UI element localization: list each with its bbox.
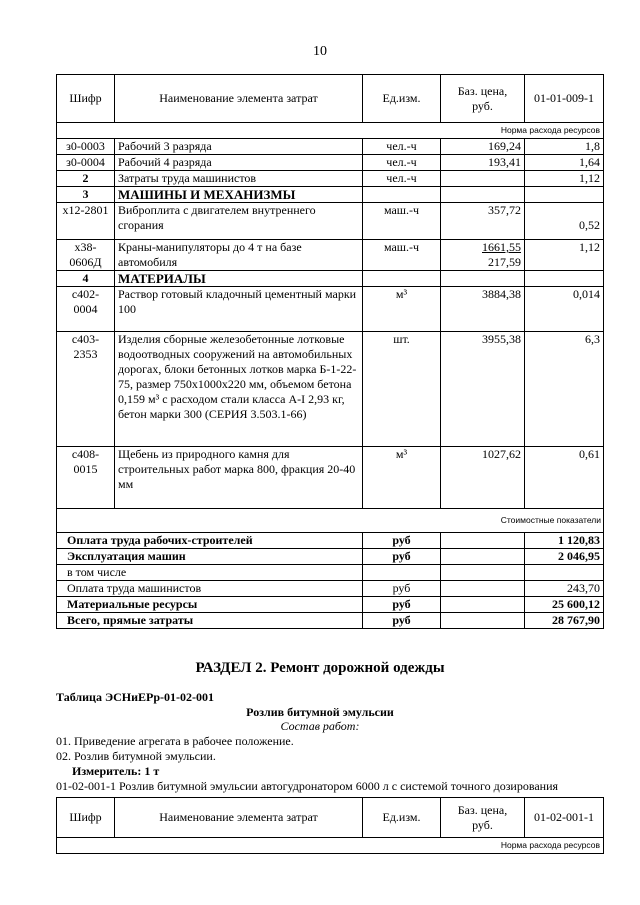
summary-row	[57, 581, 604, 597]
row-qty: 1,12	[525, 171, 604, 187]
row-unit: чел.-ч	[363, 155, 441, 171]
empty-cell	[441, 187, 525, 203]
cost-label-row	[57, 509, 604, 533]
norm-row	[57, 838, 604, 854]
summary-row	[57, 613, 604, 629]
summary-unit: руб	[363, 613, 441, 629]
empty-cell	[441, 271, 525, 287]
resource-table-2	[56, 797, 604, 854]
row-name: Щебень из природного камня для строительных работ марка 800, фракция 20-40 мм	[115, 447, 363, 509]
header-price	[441, 798, 525, 838]
summary-name: Эксплуатация машин	[57, 549, 363, 565]
header-price-line2: руб.	[472, 817, 493, 832]
empty-cell	[441, 549, 525, 565]
summary-name: Оплата труда рабочих-строителей	[57, 533, 363, 549]
row-unit: м³	[363, 287, 441, 332]
row-unit: чел.-ч	[363, 139, 441, 155]
summary-unit: руб	[363, 597, 441, 613]
row-price: 3884,38	[441, 287, 525, 332]
empty-cell	[441, 581, 525, 597]
norm-row	[57, 123, 604, 139]
header-code: Шифр	[57, 798, 115, 838]
table-header	[57, 798, 604, 838]
summary-unit: руб	[363, 581, 441, 597]
empty-cell	[363, 187, 441, 203]
empty-cell	[363, 271, 441, 287]
header-price	[441, 75, 525, 123]
resource-table	[56, 74, 604, 629]
row-qty: 1,64	[525, 155, 604, 171]
summary-row	[57, 565, 604, 581]
header-code: Шифр	[57, 75, 115, 123]
table-header	[57, 75, 604, 123]
header-price-line1: Баз. цена,	[457, 83, 508, 98]
section-2-title: РАЗДЕЛ 2. Ремонт дорожной одежды	[195, 660, 445, 676]
row-code: з0-0003	[57, 139, 115, 155]
norm-label: Норма расхода ресурсов	[57, 838, 604, 854]
summary-value: 28 767,90	[525, 613, 604, 629]
summary-unit	[363, 565, 441, 581]
row-code: х12-2801	[57, 203, 115, 240]
empty-cell	[441, 613, 525, 629]
summary-value: 1 120,83	[525, 533, 604, 549]
row-name: Раствор готовый кладочный цементный марки 100	[115, 287, 363, 332]
table-label: Таблица ЭСНиЕРр-01-02-001	[56, 690, 215, 704]
row-name: Затраты труда машинистов	[115, 171, 363, 187]
row-code: 2	[57, 171, 115, 187]
row-code: х38-0606Д	[57, 240, 115, 271]
row-price	[441, 240, 525, 271]
page-number: 10	[313, 44, 327, 59]
row-qty: 1,12	[525, 240, 604, 271]
row-qty: 6,3	[525, 332, 604, 447]
row-name: Рабочий 4 разряда	[115, 155, 363, 171]
row-price-secondary: 217,59	[488, 255, 521, 269]
row-name: Рабочий 3 разряда	[115, 139, 363, 155]
work-item: 01. Приведение агрегата в рабочее положение.	[56, 734, 294, 748]
section-title: МАШИНЫ И МЕХАНИЗМЫ	[115, 187, 363, 203]
summary-name: в том числе	[57, 565, 363, 581]
header-name: Наименование элемента затрат	[115, 798, 363, 838]
table-row	[57, 139, 604, 155]
row-unit: маш.-ч	[363, 240, 441, 271]
row-unit: шт.	[363, 332, 441, 447]
row-code: с403-2353	[57, 332, 115, 447]
section-number: 3	[57, 187, 115, 203]
row-unit: чел.-ч	[363, 171, 441, 187]
cost-label: Стоимостные показатели	[57, 509, 604, 533]
summary-row	[57, 597, 604, 613]
section-title: МАТЕРИАЛЫ	[115, 271, 363, 287]
row-price: 357,72	[441, 203, 525, 240]
row-price-empty	[441, 171, 525, 187]
row-code: с408-0015	[57, 447, 115, 509]
row-name: Изделия сборные железобетонные лотковые водоотводных сооружений на автомобильных дорогах, блоки бетонных лотков марка Б-1-22-75, размер 750х1000х220 мм, объемом бетона 0,159 м³ с расходом стали класса А-I 2,93 кг, бетон марки 300 (СЕРИЯ 3.503.1-66)	[115, 332, 363, 447]
section-number: 4	[57, 271, 115, 287]
measure: Измеритель: 1 т	[72, 764, 160, 778]
empty-cell	[441, 565, 525, 581]
header-unit: Ед.изм.	[363, 798, 441, 838]
machinist-row	[57, 171, 604, 187]
header-price-line2: руб.	[472, 98, 493, 113]
header-price-line1: Баз. цена,	[457, 802, 508, 817]
row-qty: 0,61	[525, 447, 604, 509]
summary-value: 243,70	[525, 581, 604, 597]
row-name: Краны-манипуляторы до 4 т на базе автомобиля	[115, 240, 363, 271]
row-price: 169,24	[441, 139, 525, 155]
materials-section-row	[57, 271, 604, 287]
row-qty: 0,014	[525, 287, 604, 332]
header-table-code: 01-02-001-1	[525, 798, 604, 838]
machines-section-row	[57, 187, 604, 203]
summary-name: Материальные ресурсы	[57, 597, 363, 613]
summary-value: 2 046,95	[525, 549, 604, 565]
row-code: з0-0004	[57, 155, 115, 171]
header-unit: Ед.изм.	[363, 75, 441, 123]
norm-label: Норма расхода ресурсов	[57, 123, 604, 139]
summary-row	[57, 549, 604, 565]
row-code: с402-0004	[57, 287, 115, 332]
row-name: Виброплита с двигателем внутреннего сгорания	[115, 203, 363, 240]
table-row	[57, 203, 604, 240]
table-row	[57, 155, 604, 171]
header-table-code: 01-01-009-1	[525, 75, 604, 123]
table-row	[57, 287, 604, 332]
table-name: Розлив битумной эмульсии	[246, 705, 394, 719]
summary-value	[525, 565, 604, 581]
row-price-main: 1661,55	[482, 240, 521, 254]
table-row	[57, 332, 604, 447]
table-row	[57, 447, 604, 509]
empty-cell	[525, 271, 604, 287]
row-price: 193,41	[441, 155, 525, 171]
row-price: 1027,62	[441, 447, 525, 509]
summary-name: Оплата труда машинистов	[57, 581, 363, 597]
summary-unit: руб	[363, 549, 441, 565]
summary-value: 25 600,12	[525, 597, 604, 613]
row-price: 3955,38	[441, 332, 525, 447]
summary-unit: руб	[363, 533, 441, 549]
empty-cell	[525, 187, 604, 203]
work-item: 02. Розлив битумной эмульсии.	[56, 749, 216, 763]
row-unit: маш.-ч	[363, 203, 441, 240]
header-name: Наименование элемента затрат	[115, 75, 363, 123]
summary-name: Всего, прямые затраты	[57, 613, 363, 629]
row-qty: 1,8	[525, 139, 604, 155]
row-qty: 0,52	[525, 203, 604, 240]
table-row	[57, 240, 604, 271]
works-title: Состав работ:	[280, 719, 360, 733]
empty-cell	[441, 533, 525, 549]
summary-row	[57, 533, 604, 549]
row-unit: м³	[363, 447, 441, 509]
empty-cell	[441, 597, 525, 613]
item-line: 01-02-001-1 Розлив битумной эмульсии автогудронатором 6000 л с системой точного дозирования	[56, 779, 559, 793]
